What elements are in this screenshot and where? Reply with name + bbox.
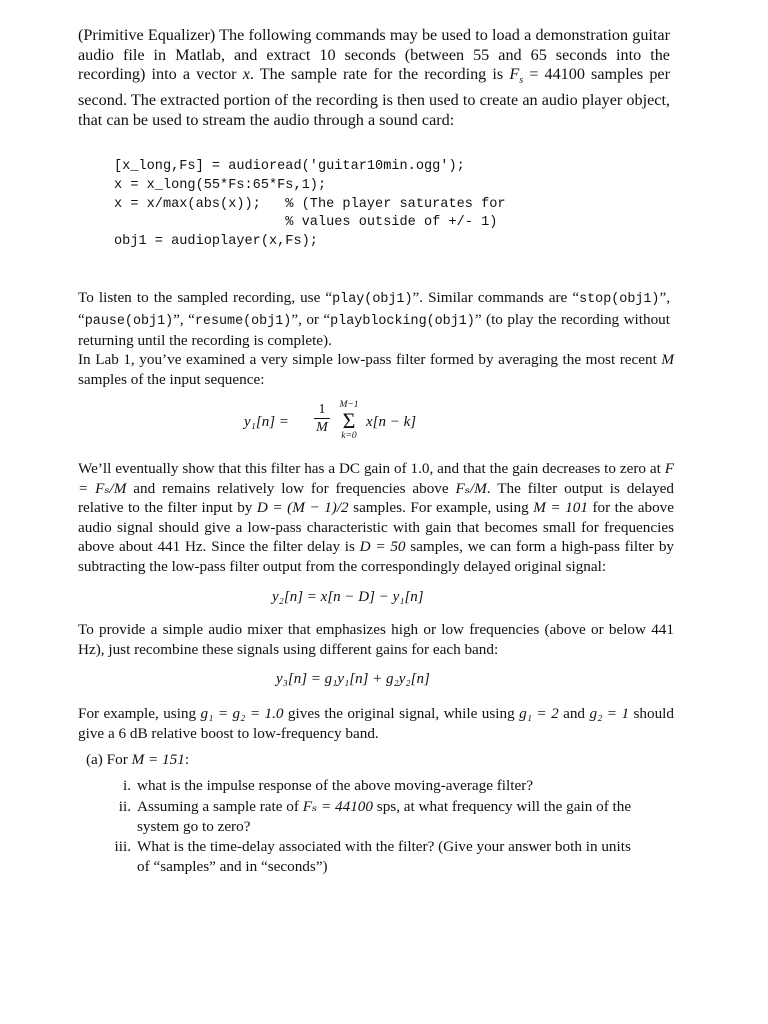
example-text-3: and: [558, 705, 590, 722]
dc-text-3: . The filter output is delayed relative to the filter input by: [78, 479, 674, 517]
part-a-heading: [86, 750, 676, 770]
cmd-playblocking: playblocking(obj1): [330, 313, 475, 329]
math-m-101: M = 101: [533, 499, 588, 517]
question-i: [122, 776, 637, 796]
question-iii: [114, 837, 637, 876]
mixer-paragraph: To provide a simple audio mixer that emphasizes high or low frequencies (above or below 441 Hz), just recombine these signals using different gains for each band:: [78, 621, 674, 658]
mixer-equation: y₃[n] = g₁y₁[n] + g₂y₂[n]: [276, 671, 430, 687]
highpass-equation: y₂[n] = x[n − D] − y₁[n]: [272, 589, 424, 605]
listen-text-5: ”, or “: [291, 310, 331, 328]
lab-text-2: samples of the input sequence:: [78, 370, 265, 388]
cmd-pause: pause(obj1): [84, 313, 174, 329]
listen-text-1: To listen to the sampled recording, use “: [78, 289, 333, 306]
fs-symbol: F: [509, 65, 520, 84]
question-text: What is the time-delay associated with the filter? (Give your answer both in units of “samples” and in “seconds”): [137, 838, 631, 875]
sigma-symbol: Σ: [342, 408, 356, 433]
example-text-1: For example, using: [78, 705, 201, 722]
dc-text-5: for the above audio signal should give a low-pass characteristic with gain that becomes small for frequencies above about 441 Hz. Since the filter delay is: [78, 499, 674, 556]
code-line-4: % values outside of +/- 1): [114, 215, 498, 231]
dc-text-1: We’ll eventually show that this filter has a DC gain of 1.0, and that the gain decreases to zero at: [78, 460, 665, 477]
question-number: iii.: [114, 838, 131, 855]
code-line-3: x = x/max(abs(x)); % (The player saturates for: [114, 196, 506, 212]
sum-upper-limit: M−1: [339, 400, 359, 410]
math-d-50: D = 50: [359, 538, 406, 556]
question-ii: [118, 797, 637, 836]
lab-text-1: In Lab 1, you’ve examined a very simple low-pass filter formed by averaging the most recent: [78, 351, 662, 368]
dc-gain-paragraph: [78, 459, 674, 577]
example-paragraph: [78, 704, 674, 743]
code-line-1: [x_long,Fs] = audioread('guitar10min.ogg');: [114, 159, 465, 174]
code-line-5: obj1 = audioplayer(x,Fs);: [114, 234, 318, 250]
listen-text-6: ” (to play the recording without returning until the recording is complete).: [78, 310, 670, 350]
dc-text-4: samples. For example, using: [348, 499, 534, 517]
listen-text-2: ”. Similar commands are “: [412, 289, 580, 306]
example-text-4: should give a 6 dB relative boost to low-frequency band.: [78, 705, 674, 742]
question-text-2: sps, at what frequency will the gain of the system go to zero?: [137, 798, 632, 835]
lab-paragraph: [78, 350, 674, 389]
question-number: i.: [122, 777, 131, 794]
fraction-bar: [314, 418, 330, 419]
math-fs-over-m: Fₛ/M: [455, 479, 487, 497]
intro-text-3: = 44100 samples per second. The extracted portion of the recording is then used to create an audio player object, that can be used to stream the audio through a sound card:: [78, 65, 670, 129]
eq1-numerator: 1: [318, 402, 326, 417]
intro-paragraph: [78, 26, 670, 130]
math-cutoff: F = Fₛ/M: [78, 460, 674, 497]
summation: [336, 400, 362, 442]
sum-lower-limit: k=0: [341, 431, 357, 441]
cmd-resume: resume(obj1): [194, 313, 292, 329]
listen-paragraph: [78, 288, 670, 351]
example-text-2: gives the original signal, while using: [283, 705, 520, 722]
var-x: x: [242, 65, 250, 84]
part-a-colon: :: [184, 751, 190, 768]
intro-text-2: . The sample rate for the recording is: [249, 65, 510, 84]
question-number: ii.: [118, 798, 131, 815]
moving-average-equation: [244, 400, 484, 448]
math-g2-1: g₂ = 1: [589, 705, 630, 722]
eq1-lhs: y₁[n] =: [244, 414, 289, 430]
cmd-stop: stop(obj1): [579, 292, 660, 307]
cmd-play: play(obj1): [332, 292, 413, 307]
part-a-label: (a) For: [86, 751, 132, 768]
math-fs-44100: Fₛ = 44100: [302, 798, 373, 815]
fs-subscript: s: [519, 75, 524, 87]
math-m-151: M = 151: [131, 751, 185, 768]
eq1-rhs: x[n − k]: [366, 414, 417, 430]
math-g1-2: g₁ = 2: [519, 705, 559, 722]
question-text: Assuming a sample rate of: [137, 798, 303, 815]
var-m: M: [661, 351, 674, 368]
eq1-denominator: M: [316, 420, 328, 435]
question-text: what is the impulse response of the above moving-average filter?: [137, 777, 534, 794]
math-delay: D = (M − 1)/2: [256, 499, 349, 517]
math-g-equal: g₁ = g₂ = 1.0: [200, 705, 284, 722]
listen-text-4: ”, “: [173, 310, 195, 328]
dc-text-6: samples, we can form a high-pass filter by subtracting the low-pass filter output from the correspondingly delayed original signal:: [78, 538, 675, 575]
eq1-fraction: [314, 402, 330, 436]
matlab-code-block: [114, 158, 506, 252]
dc-text-2: and remains relatively low for frequencies above: [126, 479, 456, 497]
intro-text-1: (Primitive Equalizer) The following commands may be used to load a demonstration guitar audio file in Matlab, and extract 10 seconds (between 55 and 65 seconds into the recording) into a vector: [78, 26, 670, 84]
listen-text-3: ”, “: [78, 289, 671, 328]
code-line-2: x = x_long(55*Fs:65*Fs,1);: [114, 177, 327, 193]
